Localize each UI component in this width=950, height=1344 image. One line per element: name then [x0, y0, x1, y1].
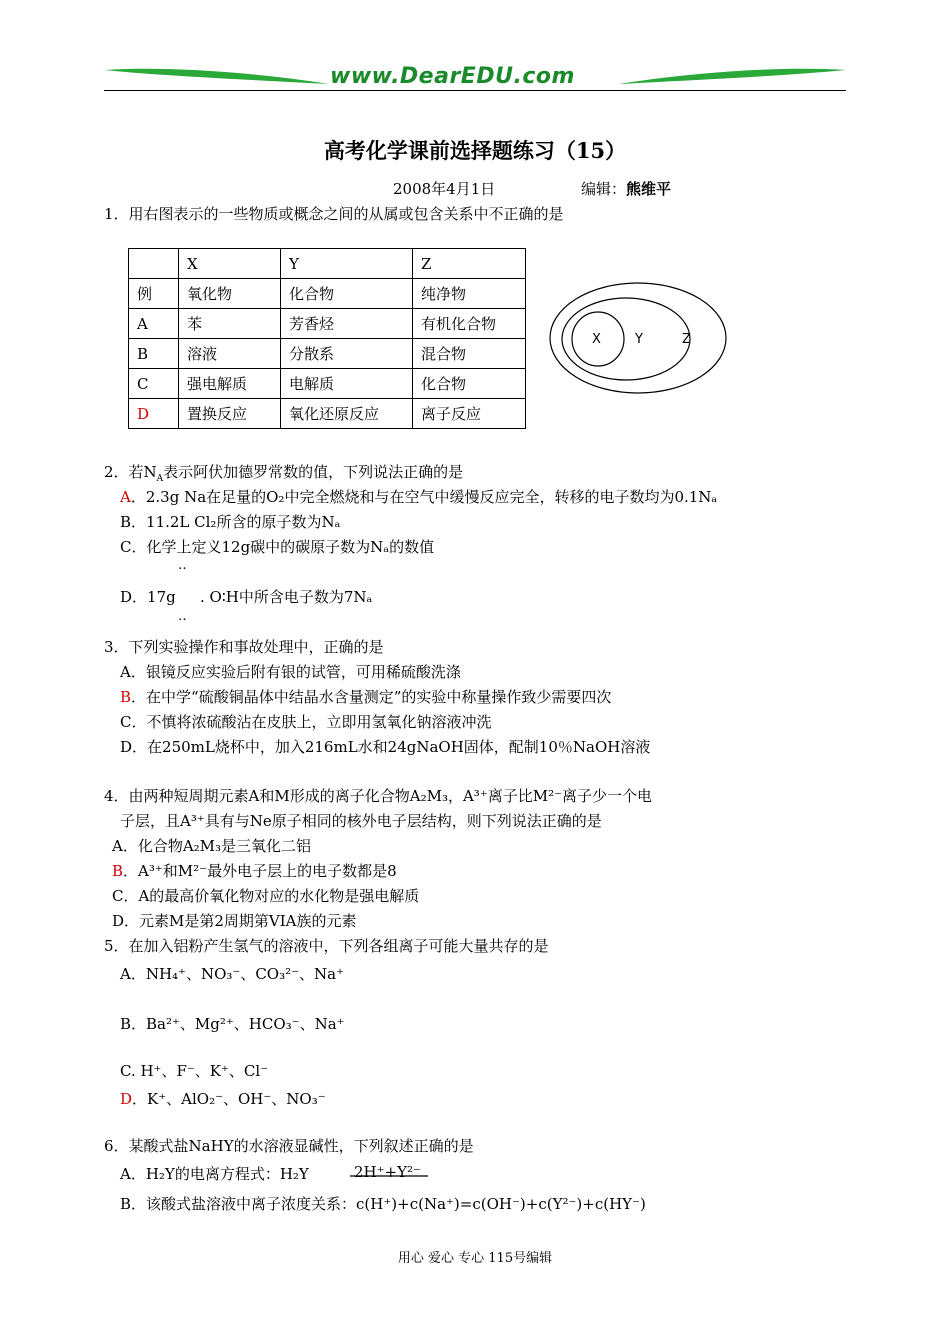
table-cell: 化合物 [413, 369, 526, 399]
q6-option-b: B．该酸式盐溶液中离子浓度关系：c(H⁺)+c(Na⁺)=c(OH⁻)+c(Y²⁻)+c(HY⁻) [120, 1195, 646, 1213]
q2-option-d-b: . O∶H中所含电子数为7Nₐ [200, 588, 373, 606]
q2-stem-a: 2．若N [104, 463, 157, 481]
q5-option-a: A．NH₄⁺、NO₃⁻、CO₃²⁻、Na⁺ [120, 965, 345, 983]
q5-option-c: C. H⁺、F⁻、K⁺、Cl⁻ [120, 1062, 269, 1080]
nested-ellipse-diagram [548, 280, 732, 396]
q5-stem: 5．在加入铝粉产生氢气的溶液中，下列各组离子可能大量共存的是 [104, 937, 549, 955]
table-cell: 电解质 [281, 369, 413, 399]
q6-option-a-equation: 2H⁺+Y²⁻ [354, 1163, 421, 1181]
table-cell: 混合物 [413, 339, 526, 369]
header-rule [104, 90, 846, 91]
q3-option-d: D．在250mL烧杯中，加入216mL水和24gNaOH固体，配制10％NaOH溶液 [120, 738, 651, 756]
table-cell: Y [281, 249, 413, 279]
q5-option-d [120, 1088, 326, 1109]
table-row [129, 309, 526, 339]
table-cell: 芳香烃 [281, 309, 413, 339]
q1-table [128, 248, 526, 429]
table-cell: 溶液 [179, 339, 281, 369]
table-cell: 离子反应 [413, 399, 526, 429]
q2-dots-top: ‥ [178, 558, 187, 573]
q4-stem-line2: 子层，且A³⁺具有与Ne原子相同的核外电子层结构，则下列说法正确的是 [120, 812, 602, 830]
table-row [129, 339, 526, 369]
answer-letter: D [120, 1090, 133, 1108]
q3-option-a: A．银镜反应实验后附有银的试管，可用稀硫酸洗涤 [120, 663, 461, 681]
q2-option-c: C．化学上定义12g碳中的碳原子数为Nₐ的数值 [120, 538, 435, 556]
option-text: ．A³⁺和M²⁻最外电子层上的电子数都是8 [123, 862, 397, 880]
option-text: ．在中学“硫酸铜晶体中结晶水含量测定”的实验中称量操作致少需要四次 [131, 688, 612, 706]
table-cell: X [179, 249, 281, 279]
q2-option-b: B．11.2L Cl₂所含的原子数为Nₐ [120, 513, 341, 531]
editor-label: 编辑： [581, 180, 627, 198]
table-cell: Z [413, 249, 526, 279]
q2-option-a [120, 486, 717, 507]
table-row [129, 399, 526, 429]
q2-stem [104, 461, 463, 484]
answer-letter: B [120, 688, 132, 706]
q6-option-a: A．H₂Y的电离方程式：H₂Y [120, 1165, 309, 1183]
q4-option-c: C．A的最高价氧化物对应的水化物是强电解质 [112, 887, 420, 905]
diagram-label-x: X [592, 332, 601, 347]
site-logo[interactable]: www.DearEDU.com [330, 64, 575, 89]
q4-stem-line1: 4．由两种短周期元素A和M形成的离子化合物A₂M₃，A³⁺离子比M²⁻离子少一个电 [104, 787, 653, 805]
table-cell: 氧化物 [179, 279, 281, 309]
table-cell: 纯净物 [413, 279, 526, 309]
q4-option-d: D．元素M是第2周期第VIA族的元素 [112, 912, 357, 930]
answer-letter: A [120, 488, 131, 506]
table-cell [129, 249, 179, 279]
q2-option-d-a: D．17g [120, 588, 176, 606]
table-row [129, 249, 526, 279]
page-title: 高考化学课前选择题练习（15） [323, 138, 627, 163]
table-row [129, 279, 526, 309]
q5-option-b: B．Ba²⁺、Mg²⁺、HCO₃⁻、Na⁺ [120, 1015, 345, 1033]
q2-stem-sub: A [156, 474, 164, 484]
q6-stem: 6．某酸式盐NaHY的水溶液显碱性，下列叙述正确的是 [104, 1137, 474, 1155]
option-text: ．2.3g Na在足量的O₂中完全燃烧和与在空气中缓慢反应完全，转移的电子数均为0.1Nₐ [130, 488, 718, 506]
table-cell: 强电解质 [179, 369, 281, 399]
table-row [129, 369, 526, 399]
q4-option-a: A．化合物A₂M₃是三氧化二铝 [112, 837, 312, 855]
diagram-label-z: Z [682, 332, 691, 347]
table-cell: D [129, 399, 179, 429]
q4-option-b [112, 860, 397, 881]
table-cell: 例 [129, 279, 179, 309]
table-cell: 置换反应 [179, 399, 281, 429]
diagram-label-y: Y [635, 332, 643, 347]
table-cell: 分散系 [281, 339, 413, 369]
q2-stem-b: 表示阿伏加德罗常数的值，下列说法正确的是 [163, 463, 464, 481]
footer: 用心 爱心 专心 115号编辑 [397, 1251, 553, 1266]
editor-name: 熊维平 [626, 180, 672, 198]
q3-option-c: C．不慎将浓硫酸沾在皮肤上，立即用氢氧化钠溶液冲洗 [120, 713, 492, 731]
q3-stem: 3．下列实验操作和事故处理中，正确的是 [104, 638, 384, 656]
table-cell: 苯 [179, 309, 281, 339]
option-text: ．K⁺、AlO₂⁻、OH⁻、NO₃⁻ [132, 1090, 326, 1108]
table-cell: A [129, 309, 179, 339]
table-cell: 有机化合物 [413, 309, 526, 339]
editor [581, 178, 671, 199]
table-cell: B [129, 339, 179, 369]
table-cell: 氧化还原反应 [281, 399, 413, 429]
dateline: 2008年4月1日 [393, 180, 496, 198]
table-cell: C [129, 369, 179, 399]
table-cell: 化合物 [281, 279, 413, 309]
strike-mark [348, 1172, 430, 1180]
q3-option-b [120, 686, 611, 707]
answer-letter: B [112, 862, 124, 880]
q1-stem: 1．用右图表示的一些物质或概念之间的从属或包含关系中不正确的是 [104, 205, 564, 223]
q2-dots-bottom: ‥ [178, 609, 187, 624]
